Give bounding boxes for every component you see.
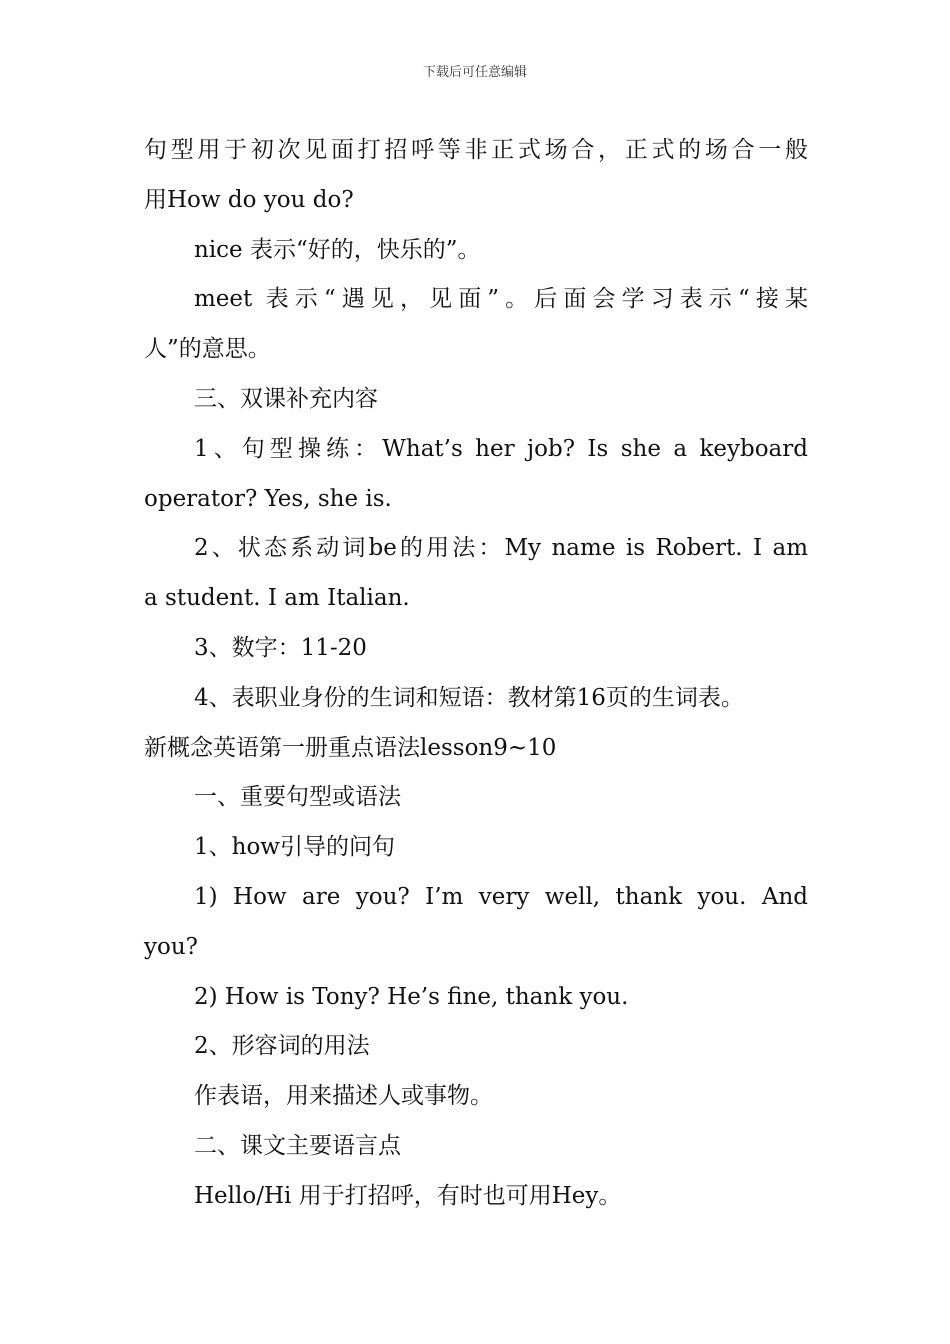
text-line: 1、句型操练：What’s her job? Is she a keyboard xyxy=(194,435,808,462)
text-line: 4、表职业身份的生词和短语：教材第16页的生词表。 xyxy=(194,684,744,711)
document-body xyxy=(144,126,808,1222)
text-line: 句型用于初次见面打招呼等非正式场合，正式的场合一般 xyxy=(144,137,808,163)
text-line: meet 表示“遇见，见面”。后面会学习表示“接某 xyxy=(194,286,808,313)
document-title: 新概念英语第一册重点语法lesson9~10 xyxy=(144,734,557,761)
text-line: 2、状态系动词be的用法：My name is Robert. I am xyxy=(194,535,808,562)
text-line: you? xyxy=(144,933,198,960)
section-heading: 二、课文主要语言点 xyxy=(194,1132,401,1159)
text-line: nice 表示“好的，快乐的”。 xyxy=(194,236,481,263)
text-line: 人”的意思。 xyxy=(144,336,271,363)
text-line: operator? Yes, she is. xyxy=(144,485,392,512)
text-line: a student. I am Italian. xyxy=(144,585,410,612)
text-line: 作表语，用来描述人或事物。 xyxy=(194,1083,493,1110)
text-line: 1) How are you? I’m very well, thank you. And xyxy=(194,883,808,910)
subsection-heading: 2、形容词的用法 xyxy=(194,1033,370,1060)
text-line: 2) How is Tony? He’s fine, thank you. xyxy=(194,983,629,1010)
text-line: Hello/Hi 用于打招呼，有时也可用Hey。 xyxy=(194,1182,622,1209)
page-header-watermark: 下载后可任意编辑 xyxy=(422,65,527,80)
subsection-heading: 1、how引导的问句 xyxy=(194,834,395,861)
section-heading: 三、双课补充内容 xyxy=(194,385,378,412)
text-line: 3、数字：11-20 xyxy=(194,634,367,661)
section-heading: 一、重要句型或语法 xyxy=(194,784,401,811)
text-line: 用How do you do? xyxy=(144,186,354,213)
